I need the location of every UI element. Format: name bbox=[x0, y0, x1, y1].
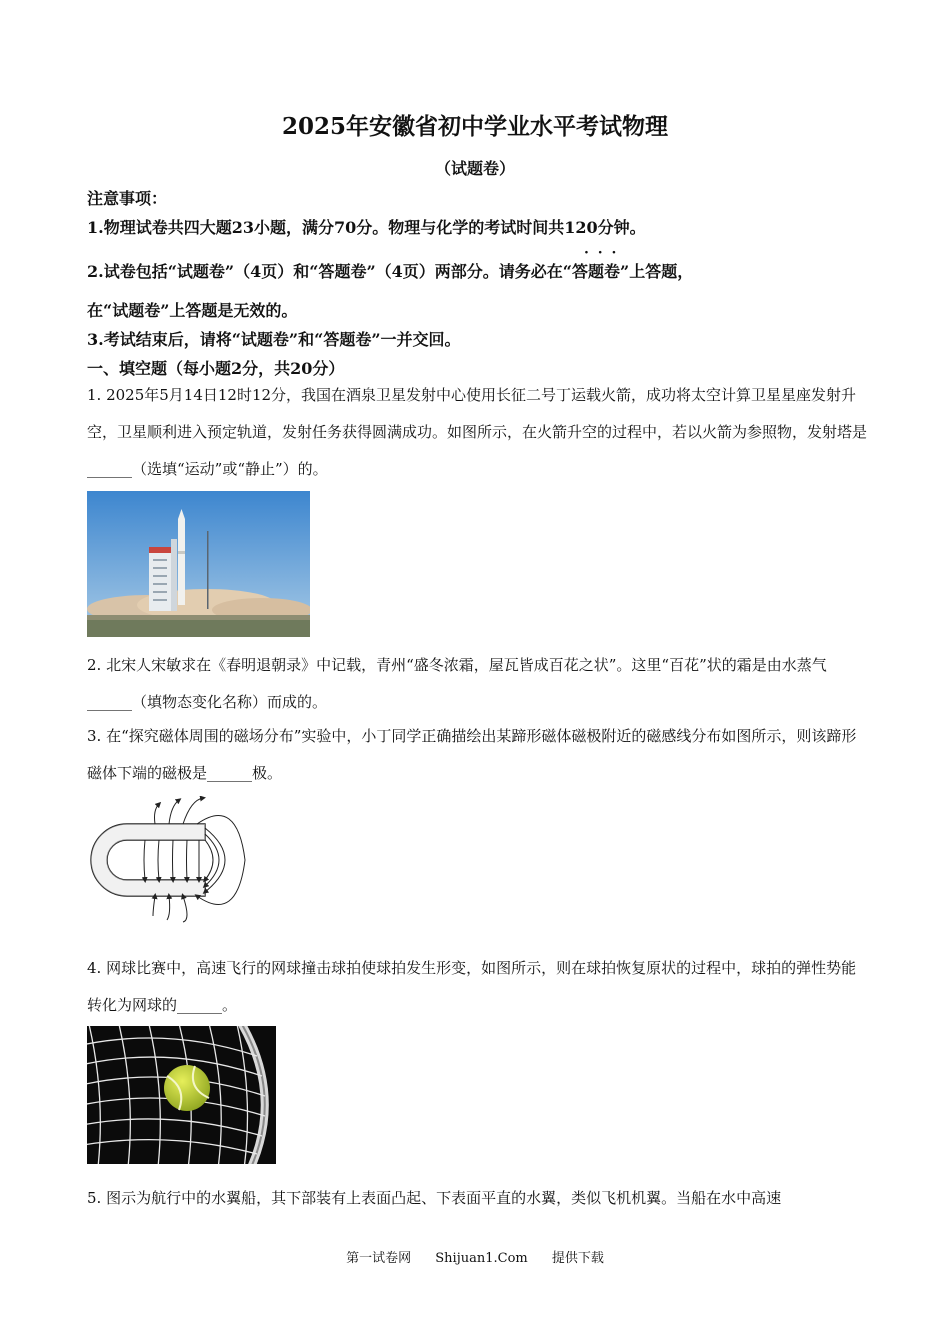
horseshoe-magnet-diagram bbox=[87, 796, 249, 926]
note-item-2-continued: 在“试题卷”上答题是无效的。 bbox=[87, 301, 298, 320]
question-2: 2. 北宋人宋敏求在《春明退朝录》中记载，青州“盛冬浓霜，屋瓦皆成百花之状”。这里“百花”状的霜是由水蒸气______（填物态变化名称）而成的。 bbox=[87, 656, 827, 711]
note-item-2-emphasis: · · · 答题卷 bbox=[572, 259, 620, 282]
page-footer bbox=[0, 1247, 950, 1266]
question-1: 1. 2025年5月14日12时12分，我国在酒泉卫星发射中心使用长征二号丁运载火箭，成功将太空计算卫星星座发射升空，卫星顺利进入预定轨道，发射任务获得圆满成功。如图所示，在火箭升空的过程中，若以火箭为参照物，发射塔是______（选填“运动”或“静止”）的。 bbox=[87, 386, 868, 478]
notes-heading: 注意事项： bbox=[87, 189, 168, 208]
rocket-launch-image bbox=[87, 491, 310, 637]
note-item-2 bbox=[87, 259, 693, 282]
note-item-2-part-a: 2.试卷包括“试题卷”（4页）和“答题卷”（4页）两部分。请务必在“ bbox=[87, 262, 572, 281]
footer-site: 第一试卷网 bbox=[346, 1251, 412, 1266]
section-heading: 一、填空题（每小题2分，共20分） bbox=[87, 359, 345, 378]
footer-action: 提供下载 bbox=[551, 1251, 604, 1266]
page-title: 2025年安徽省初中学业水平考试物理 bbox=[281, 113, 668, 140]
question-5: 5. 图示为航行中的水翼船，其下部装有上表面凸起、下表面平直的水翼，类似飞机机翼。当船在水中高速 bbox=[87, 1189, 782, 1207]
note-item-2-part-b: ”上答题， bbox=[620, 262, 694, 281]
footer-domain: Shijuan1.Com bbox=[435, 1251, 528, 1266]
question-3: 3. 在“探究磁体周围的磁场分布”实验中，小丁同学正确描绘出某蹄形磁体磁极附近的磁感线分布如图所示，则该蹄形磁体下端的磁极是______极。 bbox=[87, 727, 857, 782]
note-item-3: 3.考试结束后，请将“试题卷”和“答题卷”一并交回。 bbox=[87, 330, 461, 349]
tennis-racket-image bbox=[87, 1026, 276, 1164]
note-item-1: 1.物理试卷共四大题23小题，满分70分。物理与化学的考试时间共120分钟。 bbox=[87, 218, 646, 237]
page-subtitle: （试题卷） bbox=[434, 159, 515, 178]
question-4: 4. 网球比赛中，高速飞行的网球撞击球拍使球拍发生形变，如图所示，则在球拍恢复原状的过程中，球拍的弹性势能转化为网球的______。 bbox=[87, 959, 857, 1014]
